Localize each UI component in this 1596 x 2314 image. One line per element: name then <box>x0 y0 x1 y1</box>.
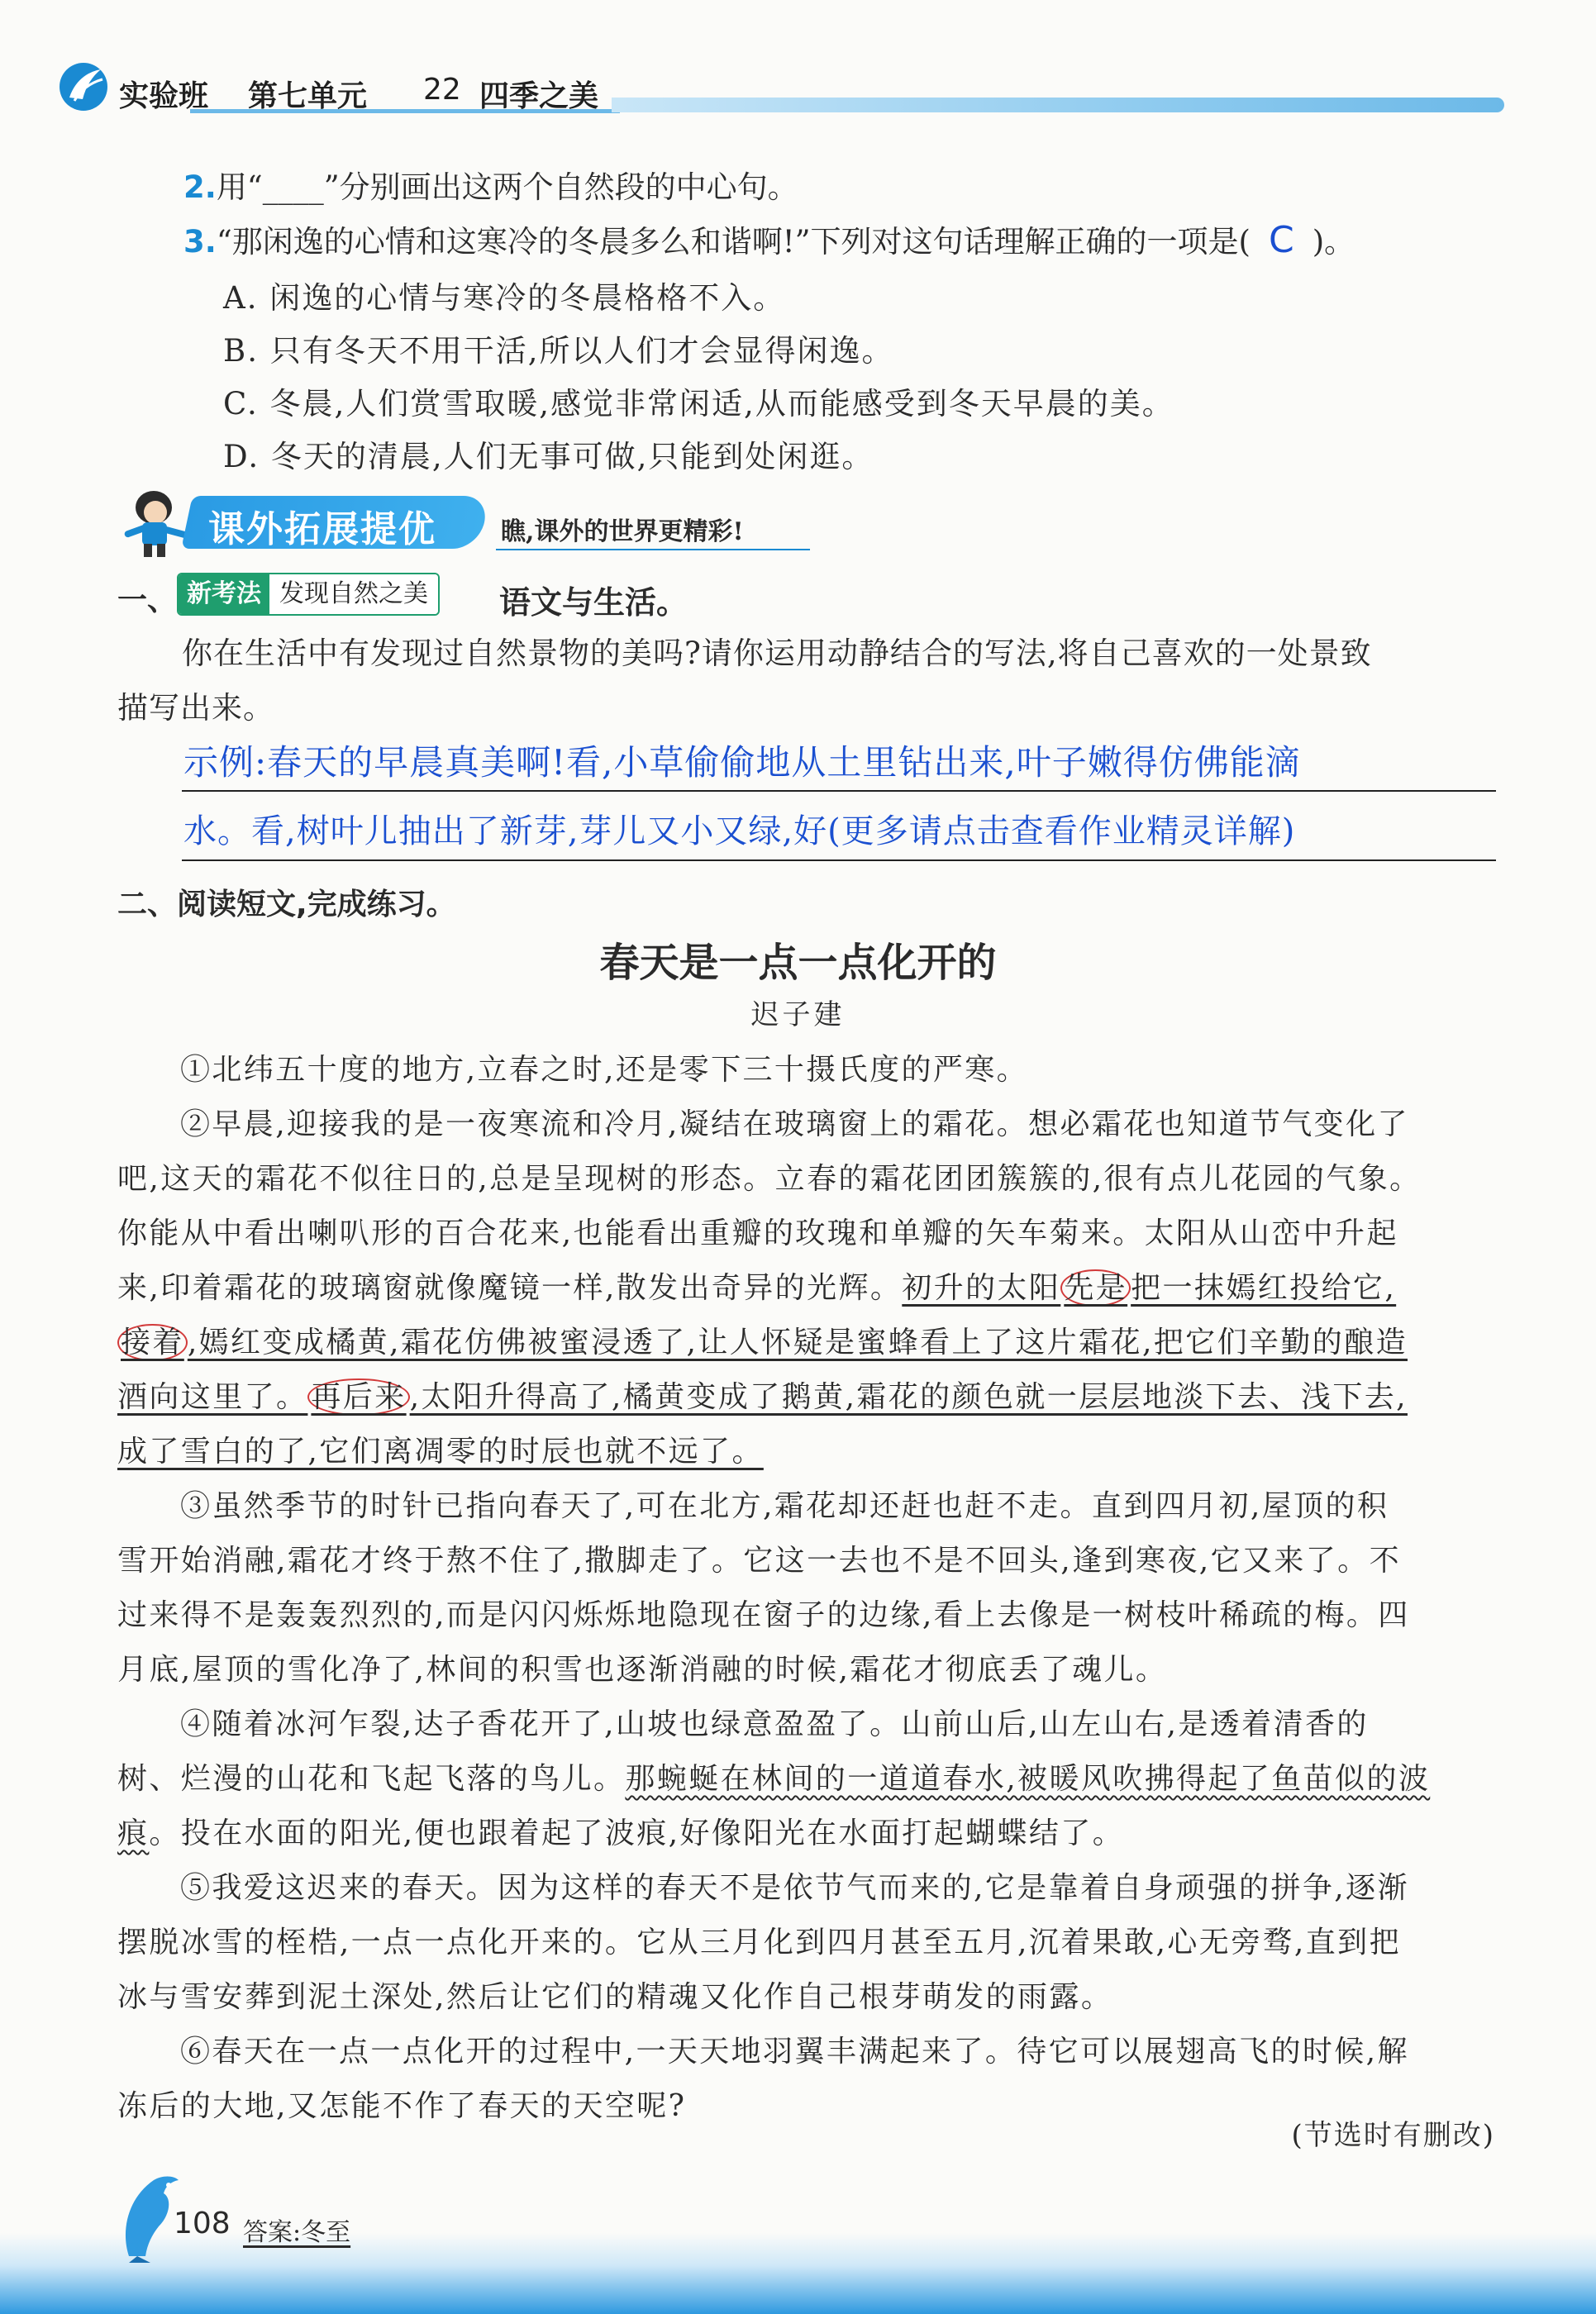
p2-l7-underlined: 成了雪白的了,它们离凋零的时辰也就不远了。 <box>117 1435 764 1469</box>
tag-topic: 发现自然之美 <box>269 574 438 614</box>
p2-l4-plain: 来,印着霜花的玻璃窗就像魔镜一样,散发出奇异的光辉。 <box>117 1271 903 1305</box>
paragraph-3-line-2: 雪开始消融,霜花才终于熬不住了,撒脚走了。它这一去也不是不回头,逢到寒夜,它又来了。不 <box>117 1544 1401 1578</box>
section-1-number: 一、 <box>117 583 178 617</box>
section-1-prompt-line-2: 描写出来。 <box>117 690 274 726</box>
paragraph-6-line-1: ⑥春天在一点一点化开的过程中,一天天地羽翼丰满起来了。待它可以展翅高飞的时候,解 <box>180 2035 1409 2069</box>
paragraph-2-line-6 <box>117 1370 1506 1425</box>
section-1-answer-line-2: 水。看,树叶儿抽出了新芽,芽儿又小又绿,好(更多请点击查看作业精灵详解) <box>183 812 1296 850</box>
tag-new-method: 新考法 <box>179 574 269 614</box>
p2-l5-underlined: ,嫣红变成橘黄,霜花仿佛被蜜浸透了,让人怀疑是蜜蜂看上了这片霜花,把它们辛勤的酿造 <box>187 1326 1408 1359</box>
paragraph-3-line-4: 月底,屋顶的雪化净了,林间的积雪也逐渐消融的时候,霜花才彻底丢了魂儿。 <box>117 1653 1168 1687</box>
header-band <box>612 98 1504 112</box>
question-3 <box>183 217 1355 261</box>
option-a: A. 闲逸的心情与寒冷的冬晨格格不入。 <box>223 280 786 316</box>
paragraph-2-line-1: ②早晨,迎接我的是一夜寒流和冷月,凝结在玻璃窗上的霜花。想必霜花也知道节气变化了 <box>180 1107 1409 1141</box>
p4-l3-plain: 。投在水面的阳光,便也跟着起了波痕,好像阳光在水面打起蝴蝶结了。 <box>149 1816 1125 1850</box>
paragraph-2-line-4 <box>117 1261 1506 1316</box>
p2-l4-underlined: 初升的太阳 <box>902 1271 1061 1305</box>
header-lesson-title: 四季之美 <box>479 79 599 113</box>
p4-l2-wavy: 那蜿蜒在林间的一道道春水,被暖风吹拂得起了鱼苗似的波 <box>625 1762 1431 1796</box>
answer-rule-1 <box>182 790 1496 792</box>
question-2 <box>183 162 798 207</box>
paragraph-5-line-3: 冰与雪安葬到泥土深处,然后让它们的精魂又化作自己根芽萌发的雨露。 <box>117 1980 1113 2014</box>
footer-wave <box>0 2233 1596 2314</box>
question-2-text: 用“____”分别画出这两个自然段的中心句。 <box>216 169 798 205</box>
paragraph-2-line-7 <box>117 1425 1506 1479</box>
header-brand: 实验班 <box>119 79 209 113</box>
slogan-rule <box>496 549 810 550</box>
article-body <box>117 1043 1506 2134</box>
p4-l3-wavy: 痕 <box>117 1816 150 1850</box>
section-2-title: 阅读短文,完成练习。 <box>177 888 456 921</box>
paragraph-2-line-5 <box>117 1316 1506 1370</box>
article-note: (节选时有删改) <box>1291 2119 1495 2152</box>
header-unit: 第七单元 <box>248 79 368 113</box>
p2-l4-underlined-end: 把一抹嫣红投给它, <box>1131 1271 1397 1305</box>
section-2-number: 二、 <box>117 888 178 921</box>
extension-banner-title: 课外拓展提优 <box>208 508 436 550</box>
section-1-title: 语文与生活。 <box>499 584 688 621</box>
paragraph-1: ①北纬五十度的地方,立春之时,还是零下三十摄氏度的严寒。 <box>180 1053 1029 1087</box>
paragraph-2-line-3: 你能从中看出喇叭形的百合花来,也能看出重瓣的玫瑰和单瓣的矢车菊来。太阳从山峦中升起 <box>117 1217 1398 1250</box>
question-3-end: )。 <box>1312 224 1355 259</box>
extension-slogan: 瞧,课外的世界更精彩! <box>501 517 744 546</box>
option-b: B. 只有冬天不用干活,所以人们才会显得闲逸。 <box>223 333 894 369</box>
paragraph-5-line-1: ⑤我爱这迟来的春天。因为这样的春天不是依节气而来的,它是靠着自身顽强的拼争,逐渐 <box>180 1871 1409 1905</box>
article-author: 迟子建 <box>750 998 846 1031</box>
paragraph-4-line-3 <box>117 1807 1506 1861</box>
circled-word-jiezhe: 接着 <box>117 1324 188 1361</box>
paragraph-3-line-3: 过来得不是轰轰烈烈的,而是闪闪烁烁地隐现在窗子的边缘,看上去像是一树枝叶稀疏的梅。四 <box>117 1598 1410 1632</box>
paragraph-2-line-2: 吧,这天的霜花不似往日的,总是呈现树的形态。立春的霜花团团簇簇的,很有点儿花园的气象。 <box>117 1162 1422 1196</box>
option-d: D. 冬天的清晨,人们无事可做,只能到处闲逛。 <box>223 439 874 474</box>
section-1-tag <box>177 573 440 616</box>
paragraph-3-line-1: ③虽然季节的时针已指向春天了,可在北方,霜花却还赶也赶不走。直到四月初,屋顶的积 <box>180 1489 1389 1523</box>
paragraph-5-line-2: 摆脱冰雪的桎梏,一点一点化开来的。它从三月化到四月甚至五月,沉着果敢,心无旁骛,直到把 <box>117 1926 1401 1959</box>
question-3-number: 3. <box>183 224 217 259</box>
header-logo-icon <box>58 61 109 112</box>
footer-answer: 答案:冬至 <box>243 2218 351 2247</box>
question-2-number: 2. <box>183 169 217 205</box>
circled-word-xianshi: 先是 <box>1060 1269 1131 1307</box>
paragraph-4-line-2 <box>117 1752 1506 1807</box>
section-1-prompt-line-1: 你在生活中有发现过自然景物的美吗?请你运用动静结合的写法,将自己喜欢的一处景致 <box>182 636 1372 671</box>
p2-l6-underlined-end: ,太阳升得高了,橘黄变成了鹅黄,霜花的颜色就一层层地淡下去、浅下去, <box>409 1380 1408 1414</box>
section-1-answer-line-1: 示例:春天的早晨真美啊!看,小草偷偷地从土里钻出来,叶子嫩得仿佛能滴 <box>183 742 1301 783</box>
answer-rule-2 <box>182 859 1496 861</box>
paragraph-4-line-1: ④随着冰河乍裂,达子香花开了,山坡也绿意盈盈了。山前山后,山左山右,是透着清香的 <box>180 1707 1369 1741</box>
question-3-text: “那闲逸的心情和这寒冷的冬晨多么和谐啊!”下列对这句话理解正确的一项是( <box>216 224 1251 259</box>
p2-l6-underlined: 酒向这里了。 <box>117 1380 308 1414</box>
circled-word-zaihoulai: 再后来 <box>307 1378 409 1416</box>
p4-l2-plain: 树、烂漫的山花和飞起飞落的鸟儿。 <box>117 1762 626 1796</box>
paragraph-6-line-2: 冻后的大地,又怎能不作了春天的天空呢? <box>117 2089 687 2123</box>
article-title: 春天是一点一点化开的 <box>599 940 997 986</box>
header-lesson-num: 22 <box>423 73 461 107</box>
option-c: C. 冬晨,人们赏雪取暖,感觉非常闲适,从而能感受到冬天早晨的美。 <box>223 386 1174 421</box>
question-3-answer: C <box>1268 219 1294 261</box>
page-number: 108 <box>174 2207 231 2240</box>
